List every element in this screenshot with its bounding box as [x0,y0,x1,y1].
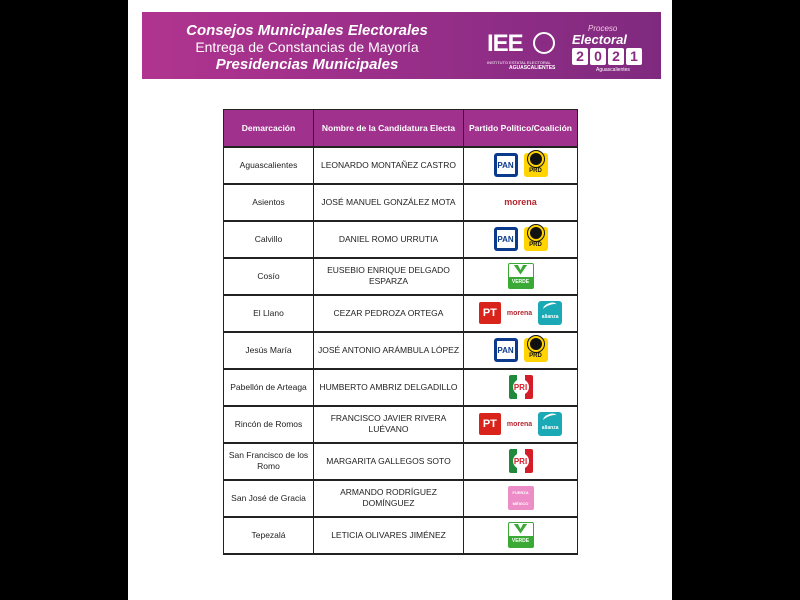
header-banner [142,12,661,79]
prd-logo-text: PRD [529,168,542,174]
verde-logo-text: VERDE [509,536,533,547]
party-logos [466,375,575,399]
demarcacion-cell: Calvillo [224,221,314,258]
table-row [224,295,578,332]
alianza-logo-text: alianza [541,314,559,320]
proceso-region: Aguascalientes [596,67,630,73]
pri-logo-text: PRI [513,379,529,395]
alianza-logo-text: alianza [541,425,559,431]
party-logos [466,153,575,177]
party-logos [466,486,575,510]
table-row [224,406,578,443]
table-row [224,517,578,554]
table-row [224,147,578,184]
table-row [224,332,578,369]
prd-logo-text: PRD [529,353,542,359]
demarcacion-cell: San Francisco de los Romo [224,443,314,480]
table-header-row [224,110,578,147]
table-row [224,184,578,221]
pan-logo-icon [494,227,518,251]
fuerza-mexico-logo-text: MÉXICO [512,501,529,506]
alianza-logo-icon [538,412,562,436]
candidatura-cell: HUMBERTO AMBRIZ DELGADILLO [314,369,464,406]
partido-cell [464,517,578,554]
prd-logo-icon [524,227,548,251]
verde-logo-text: VERDE [509,277,533,288]
partido-cell [464,184,578,221]
demarcacion-cell: Rincón de Romos [224,406,314,443]
party-logos [466,449,575,473]
iee-logo-subtitle: INSTITUTO ESTATAL ELECTORAL [487,60,551,65]
pri-logo-icon [509,375,533,399]
column-header-demarcacion: Demarcación [224,110,314,147]
prd-logo-text: PRD [529,242,542,248]
candidatura-cell: LETICIA OLIVARES JIMÉNEZ [314,517,464,554]
partido-cell [464,221,578,258]
toucan-icon [514,265,528,275]
sun-icon [530,338,542,350]
party-logos [466,522,575,548]
candidatura-cell: ARMANDO RODRÍGUEZ DOMÍNGUEZ [314,480,464,517]
partido-cell [464,258,578,295]
proceso-electoral-logo [566,20,658,76]
demarcacion-cell: Cosío [224,258,314,295]
party-logos [466,263,575,289]
morena-logo-icon: morena [504,196,537,207]
partido-cell [464,369,578,406]
demarcacion-cell: El Llano [224,295,314,332]
candidatura-cell: FRANCISCO JAVIER RIVERA LUÉVANO [314,406,464,443]
candidatura-cell: JOSÉ ANTONIO ARÁMBULA LÓPEZ [314,332,464,369]
party-logos [466,227,575,251]
candidatura-cell: MARGARITA GALLEGOS SOTO [314,443,464,480]
column-header-partido: Partido Político/Coalición [464,110,578,147]
iee-logo [487,26,577,72]
results-table [223,109,578,555]
table-row [224,221,578,258]
pan-logo-text: PAN [496,155,516,175]
ballot-check-icon [533,32,555,54]
morena-logo-icon: morena [506,309,533,317]
candidatura-cell: JOSÉ MANUEL GONZÁLEZ MOTA [314,184,464,221]
prd-logo-icon [524,338,548,362]
table-row [224,443,578,480]
partido-cell [464,480,578,517]
candidatura-cell: LEONARDO MONTAÑEZ CASTRO [314,147,464,184]
demarcacion-cell: Jesús María [224,332,314,369]
sun-icon [530,227,542,239]
iee-logo-letters: IEE [487,30,523,57]
banner-title-line2: Entrega de Constancias de Mayoría [195,39,419,55]
candidatura-cell: DANIEL ROMO URRUTIA [314,221,464,258]
partido-cell [464,443,578,480]
proceso-label: Proceso [588,24,618,33]
pan-logo-text: PAN [496,229,516,249]
demarcacion-cell: Aguascalientes [224,147,314,184]
pt-logo-icon: PT [479,413,501,435]
banner-title [142,22,472,73]
demarcacion-cell: Pabellón de Arteaga [224,369,314,406]
pan-logo-text: PAN [496,340,516,360]
year-digit: 0 [590,48,606,65]
year-digit: 1 [626,48,642,65]
pan-logo-icon [494,338,518,362]
pt-logo-icon: PT [479,302,501,324]
toucan-icon [514,524,528,534]
prd-logo-icon [524,153,548,177]
partido-cell [464,406,578,443]
party-logos [466,412,575,436]
pri-logo-text: PRI [513,453,529,469]
verde-logo-icon [508,522,534,548]
party-logos [466,338,575,362]
column-header-candidatura: Nombre de la Candidatura Electa [314,110,464,147]
year-digit: 2 [608,48,624,65]
demarcacion-cell: San José de Gracia [224,480,314,517]
year-digit: 2 [572,48,588,65]
pan-logo-icon [494,153,518,177]
candidatura-cell: CEZAR PEDROZA ORTEGA [314,295,464,332]
table-row [224,369,578,406]
electoral-label: Electoral [572,32,627,47]
sun-icon [530,153,542,165]
morena-logo-icon: morena [506,420,533,428]
party-logos [466,197,575,208]
banner-title-line3: Presidencias Municipales [215,56,399,73]
verde-logo-icon [508,263,534,289]
fuerza-mexico-logo-icon [508,486,534,510]
banner-title-line1: Consejos Municipales Electorales [186,22,428,39]
iee-logo-region: AGUASCALIENTES [509,65,556,71]
candidatura-cell: EUSEBIO ENRIQUE DELGADO ESPARZA [314,258,464,295]
partido-cell [464,295,578,332]
partido-cell [464,332,578,369]
table-row [224,258,578,295]
alianza-logo-icon [538,301,562,325]
demarcacion-cell: Asientos [224,184,314,221]
party-logos [466,301,575,325]
pri-logo-icon [509,449,533,473]
table-row [224,480,578,517]
partido-cell [464,147,578,184]
demarcacion-cell: Tepezalá [224,517,314,554]
fuerza-mexico-logo-text: FUERZA [512,490,529,495]
document-page [128,0,672,600]
